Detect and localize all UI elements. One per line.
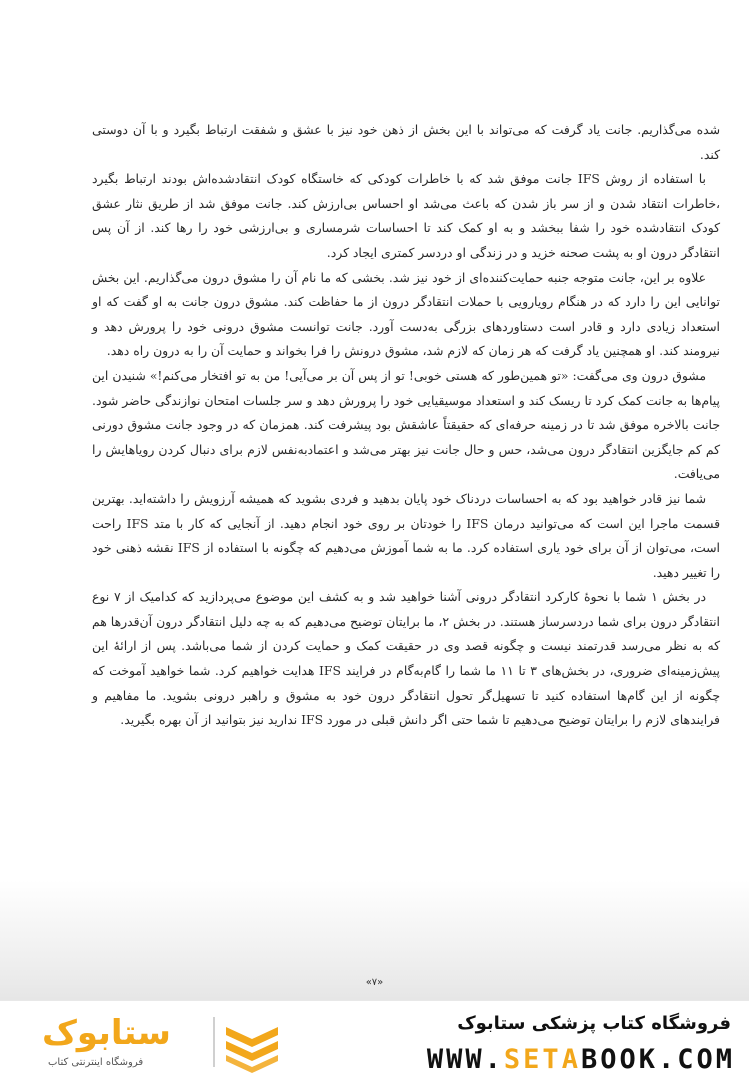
logo-brand-text: ستابوک	[42, 1013, 171, 1053]
book-stack-icon	[210, 1013, 290, 1073]
url-prefix: WWW.	[426, 1044, 504, 1075]
paragraph-1: شده می‌گذاریم. جانت یاد گرفت که می‌تواند با این بخش از ذهن خود نیز با عشق و شفقت ارتباط بگیرد و با آن دوستی کند.	[92, 122, 720, 162]
paragraph-2: با استفاده از روش IFS جانت موفق شد که با خاطرات کودکی که خاستگاه کودک انتقادشده‌اش بودند ارتباط بگیرد ،خاطرات انتقاد شدن و از سر باز شدن که باعث می‌شد او احساس بی‌ارزش کند. جانت موفق شد از طریق نثار عشق کودک انتقادشده خود را شفا ببخشد و به او کمک کند تا احساسات شرمساری و بی‌ارزشی خود را رها کند. از آن پس انتقادگر درون او به پشت صحنه خزید و در زندگی او دردسر کمتری ایجاد کرد.	[92, 171, 720, 260]
page-number: «۷»	[365, 977, 384, 988]
paragraph-5: شما نیز قادر خواهید بود که به احساسات دردناک خود پایان بدهید و فردی بشوید که همیشه آرزویش را داشته‌اید. بهترین قسمت ماجرا این است که می‌توانید درمان IFS را خودتان بر روی خود انجام دهید. از آنجایی که کار با متد IFS راحت است، می‌توان از آن برای خود یاری استفاده کرد. ما به شما آموزش می‌دهیم که چگونه با استفاده از IFS نقشه ذهنی خود را تغییر دهید.	[92, 490, 720, 580]
url-accent: SETA	[503, 1044, 581, 1075]
setabook-logo[interactable]	[34, 1013, 294, 1075]
footer-banner	[0, 1000, 749, 1080]
paragraph-3: علاوه بر این، جانت متوجه جنبه حمایت‌کننده‌ای از خود نیز شد. بخشی که ما نام آن را مشوق درون می‌گذاریم. این بخش توانایی این را دارد که در هنگام رویارویی با حملات انتقادگر درون از ما حفاظت کند. مشوق درون جانت به او گفت که او استعداد زیادی دارد و قادر است دستاوردهای بزرگی به‌دست آورد. جانت توانست مشوق درونی خود را پرورش دهد و نیرومند کند. او همچنین یاد گرفت که هر زمان که لازم شد، مشوق درونش را فرا بخواند و حمایت آن را به درون راه دهد.	[92, 269, 720, 359]
store-name: فروشگاه کتاب پزشکی ستابوک	[457, 1013, 731, 1034]
paragraph-6: در بخش ۱ شما با نحوۀ کارکرد انتقادگر درونی آشنا خواهید شد و به کشف این موضوع می‌پردازید که کدامیک از ۷ نوع انتقادگر درون برای شما دردسرساز هستند. در بخش ۲، ما برایتان توضیح می‌دهیم که به چه دلیل انتقادگر درون آن‌قدرها هم که به نظر می‌رسد قدرتمند نیست و چگونه قصد وی در حقیقت کمک و حمایت کردن از شما می‌باشد. پس از ارائۀ این پیش‌زمینه‌ای ضروری، در بخش‌های ۳ تا ۱۱ ما شما را گام‌به‌گام در فرایند IFS هدایت خواهیم کرد. شما خواهید آموخت که چگونه از این گام‌ها استفاده کنید تا تسهیل‌گر تحول انتقادگر درون خود به مشوق و راهبر درونی بشوید. ما مفاهیم و فرایندهای لازم را برایتان توضیح می‌دهیم تا شما حتی اگر دانش قبلی در مورد IFS ندارید نیز بتوانید از آن بهره بگیرید.	[92, 589, 720, 728]
book-text	[92, 118, 720, 733]
logo-tagline: فروشگاه اینترنتی کتاب	[48, 1057, 144, 1068]
store-url[interactable]	[427, 1044, 735, 1075]
url-suffix: BOOK.COM	[580, 1044, 735, 1075]
paragraph-4: مشوق درون وی می‌گفت: «تو همین‌طور که هستی خوبی! تو از پس آن بر می‌آیی! من به تو افتخار می‌کنم!» شنیدن این پیام‌ها به جانت کمک کرد تا ریسک کند و استعداد موسیقیایی خود را پرورش دهد و سر جلسات امتحان نوازندگی حاضر شود. جانت بالاخره موفق شد تا در زمینه حرفه‌ای که حقیقتاً عاشقش بود پیشرفت کند. همزمان که در وجود جانت مشوق دورنی کم کم جایگزین انتقادگر درون می‌شد، حس و حال جانت نیز بهتر می‌شد و اعتمادبه‌نفس لازم برای دنبال کردن رویاهایش را می‌یافت.	[92, 367, 720, 482]
